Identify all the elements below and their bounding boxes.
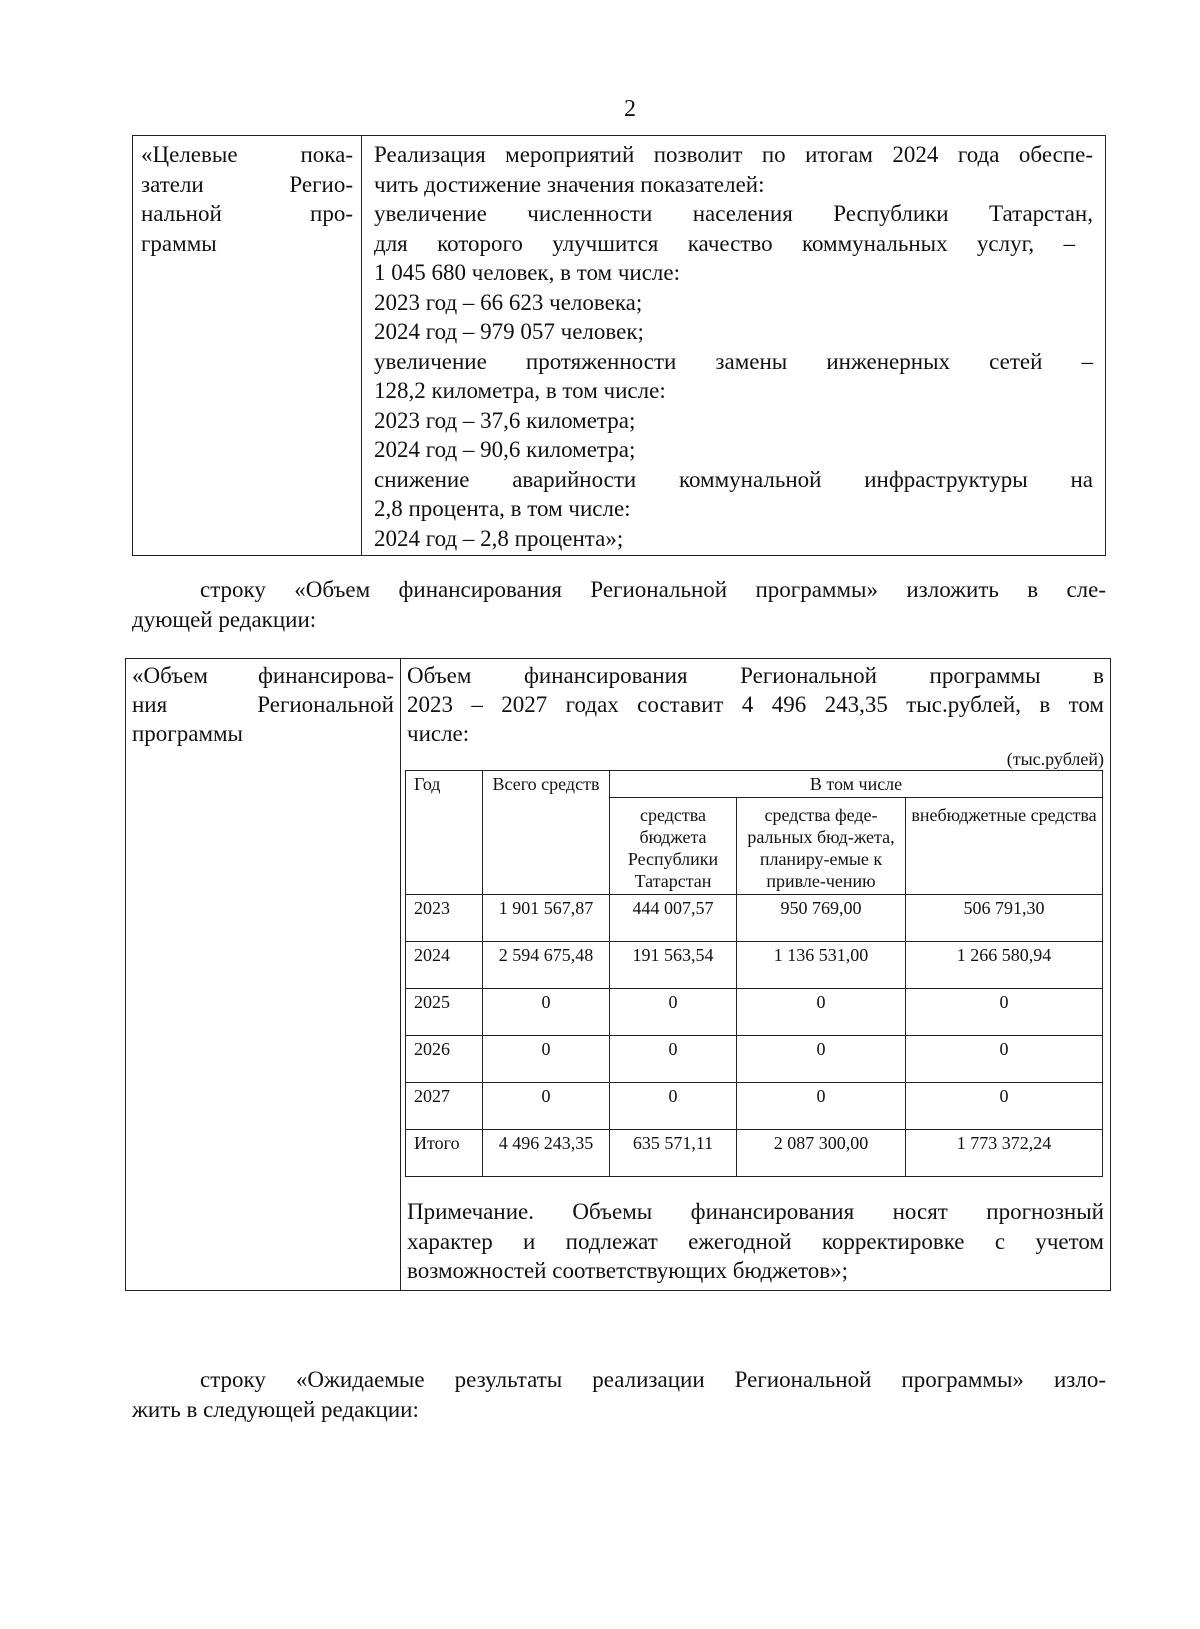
label-line: нальной про- bbox=[141, 201, 353, 226]
cell-total: 1 901 567,87 bbox=[483, 895, 610, 942]
paragraph-line: жить в следующей редакции: bbox=[132, 1396, 419, 1422]
text-line: 2024 год – 90,6 километра; bbox=[374, 437, 636, 462]
text-line: 2,8 процента, в том числе: bbox=[374, 496, 631, 521]
cell-year: 2026 bbox=[406, 1036, 483, 1083]
header-year: Год bbox=[406, 771, 483, 895]
cell-federal: 0 bbox=[737, 1083, 906, 1130]
text-line: Реализация мероприятий позволит по итогам 2024 года обеспе- bbox=[374, 142, 1093, 167]
note-line: характер и подлежат ежегодной корректировке с учетом bbox=[407, 1228, 1104, 1254]
cell-federal: 0 bbox=[737, 989, 906, 1036]
page-number: 2 bbox=[624, 96, 636, 122]
cell-year: 2027 bbox=[406, 1083, 483, 1130]
text-line: 2024 год – 2,8 процента»; bbox=[374, 525, 624, 551]
intro-line: числе: bbox=[407, 721, 470, 746]
cell-regional: 635 571,11 bbox=[610, 1130, 737, 1177]
cell-year: 2024 bbox=[406, 942, 483, 989]
cell-year: 2023 bbox=[406, 895, 483, 942]
cell-total: 0 bbox=[483, 1083, 610, 1130]
financing-note bbox=[405, 1197, 1106, 1286]
text-line: снижение аварийности коммунальной инфраструктуры на bbox=[374, 466, 1093, 492]
header-extra-budget: внебюджетные средства bbox=[906, 798, 1103, 895]
label-line: программы bbox=[132, 721, 244, 746]
cell-federal: 2 087 300,00 bbox=[737, 1130, 906, 1177]
cell-federal: 1 136 531,00 bbox=[737, 942, 906, 989]
cell-year: 2025 bbox=[406, 989, 483, 1036]
unit-label: (тыс.рублей) bbox=[1006, 749, 1104, 769]
financing-intro bbox=[405, 661, 1106, 748]
intro-line: 2023 – 2027 годах составит 4 496 243,35 тыс.рублей, в том bbox=[407, 692, 1104, 717]
cell-federal: 0 bbox=[737, 1036, 906, 1083]
header-including: В том числе bbox=[610, 771, 1103, 798]
instruction-paragraph bbox=[132, 575, 1106, 634]
note-line: Примечание. Объемы финансирования носят прогнозный bbox=[407, 1199, 1104, 1224]
label-line: ния Региональной bbox=[132, 692, 394, 717]
cell-extra: 0 bbox=[906, 1036, 1103, 1083]
cell-regional: 0 bbox=[610, 1036, 737, 1083]
paragraph-line: строку «Ожидаемые результаты реализации Региональной программы» изло- bbox=[200, 1367, 1106, 1392]
cell-extra: 1 773 372,24 bbox=[906, 1130, 1103, 1177]
targets-table bbox=[132, 135, 1106, 556]
targets-label-cell bbox=[133, 136, 362, 556]
cell-regional: 444 007,57 bbox=[610, 895, 737, 942]
cell-total: 0 bbox=[483, 1036, 610, 1083]
text-line: 1 045 680 человек, в том числе: bbox=[374, 260, 680, 285]
header-regional-budget: средства бюджета Республики Татарстан bbox=[610, 798, 737, 895]
label-line: граммы bbox=[141, 230, 217, 256]
table-row bbox=[406, 895, 1103, 942]
financing-table bbox=[125, 658, 1111, 1291]
cell-total: 2 594 675,48 bbox=[483, 942, 610, 989]
financing-breakdown-table bbox=[405, 770, 1103, 1177]
table-row bbox=[406, 989, 1103, 1036]
cell-extra: 506 791,30 bbox=[906, 895, 1103, 942]
paragraph-line: строку «Объем финансирования Региональной программы» изложить в сле- bbox=[200, 577, 1106, 602]
cell-regional: 0 bbox=[610, 1083, 737, 1130]
note-line: возможностей соответствующих бюджетов»; bbox=[407, 1258, 848, 1283]
table-row bbox=[406, 1083, 1103, 1130]
table-row bbox=[406, 942, 1103, 989]
targets-content-cell bbox=[362, 136, 1106, 556]
cell-regional: 191 563,54 bbox=[610, 942, 737, 989]
text-line: увеличение численности населения Республики Татарстан, bbox=[374, 201, 1093, 226]
cell-year: Итого bbox=[406, 1130, 483, 1177]
financing-content-cell bbox=[401, 659, 1111, 1291]
label-line: затели Регио- bbox=[141, 171, 353, 197]
text-line: 2023 год – 37,6 километра; bbox=[374, 407, 636, 433]
text-line: 128,2 километра, в том числе: bbox=[374, 378, 666, 403]
cell-total: 0 bbox=[483, 989, 610, 1036]
header-total: Всего средств bbox=[483, 771, 610, 895]
table-row bbox=[406, 1036, 1103, 1083]
text-line: 2023 год – 66 623 человека; bbox=[374, 289, 643, 315]
header-federal-budget: средства феде-ральных бюд-жета, планиру-емые к привле-чению bbox=[737, 798, 906, 895]
cell-regional: 0 bbox=[610, 989, 737, 1036]
financing-label-cell bbox=[126, 659, 401, 1291]
text-line: чить достижение значения показателей: bbox=[374, 171, 765, 197]
cell-extra: 1 266 580,94 bbox=[906, 942, 1103, 989]
table-row-total bbox=[406, 1130, 1103, 1177]
instruction-paragraph bbox=[132, 1365, 1106, 1424]
intro-line: Объем финансирования Региональной программы в bbox=[407, 663, 1104, 688]
text-line: для которого улучшится качество коммунальных услуг, – bbox=[374, 230, 1075, 256]
label-line: «Целевые пока- bbox=[141, 142, 353, 167]
text-line: увеличение протяженности замены инженерных сетей – bbox=[374, 348, 1093, 374]
label-line: «Объем финансирова- bbox=[132, 663, 394, 688]
cell-extra: 0 bbox=[906, 989, 1103, 1036]
cell-total: 4 496 243,35 bbox=[483, 1130, 610, 1177]
paragraph-line: дующей редакции: bbox=[132, 606, 317, 632]
cell-extra: 0 bbox=[906, 1083, 1103, 1130]
cell-federal: 950 769,00 bbox=[737, 895, 906, 942]
text-line: 2024 год – 979 057 человек; bbox=[374, 319, 644, 344]
